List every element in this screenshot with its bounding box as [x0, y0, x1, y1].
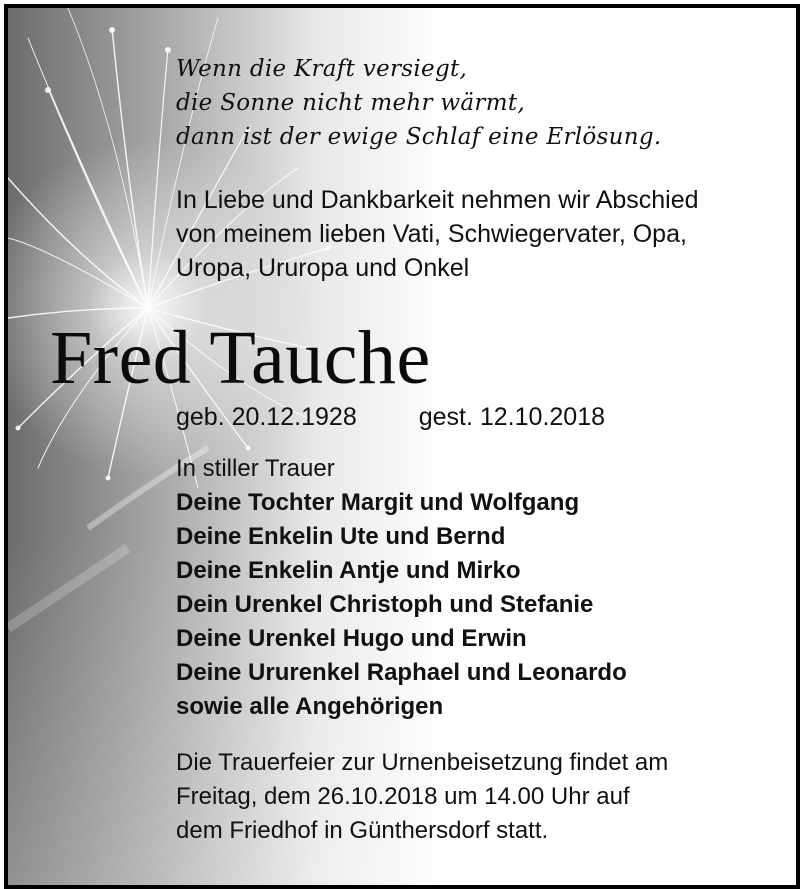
mourning-heading: In stiller Trauer	[176, 455, 335, 482]
life-dates	[176, 401, 605, 433]
service-line: dem Friedhof in Günthersdorf statt.	[176, 817, 549, 844]
mourner: Deine Enkelin Ute und Bernd	[176, 523, 506, 550]
mourner: sowie alle Angehörigen	[176, 693, 444, 720]
mourner: Dein Urenkel Christoph und Stefanie	[176, 591, 594, 618]
intro-line: In Liebe und Dankbarkeit nehmen wir Abschied	[176, 186, 699, 214]
verse-line: Wenn die Kraft versiegt,	[176, 56, 468, 82]
service-line: Freitag, dem 26.10.2018 um 14.00 Uhr auf	[176, 783, 630, 810]
intro-line: von meinem lieben Vati, Schwiegervater, Opa,	[176, 220, 687, 248]
birth-date: geb. 20.12.1928	[176, 403, 357, 431]
farewell-intro	[176, 183, 699, 285]
memorial-verse	[176, 52, 662, 154]
intro-line: Uropa, Ururopa und Onkel	[176, 254, 470, 282]
deceased-name: Fred Tauche	[50, 316, 431, 400]
mourners-list	[176, 452, 627, 724]
funeral-service-info	[176, 746, 668, 848]
verse-line: die Sonne nicht mehr wärmt,	[176, 90, 525, 116]
verse-line: dann ist der ewige Schlaf eine Erlösung.	[176, 124, 662, 150]
mourner: Deine Urenkel Hugo und Erwin	[176, 625, 527, 652]
obituary-frame	[4, 4, 800, 889]
death-date: gest. 12.10.2018	[418, 403, 606, 431]
mourner: Deine Tochter Margit und Wolfgang	[176, 489, 580, 516]
mourner: Deine Enkelin Antje und Mirko	[176, 557, 521, 584]
service-line: Die Trauerfeier zur Urnenbeisetzung findet am	[176, 749, 669, 776]
mourner: Deine Ururenkel Raphael und Leonardo	[176, 659, 627, 686]
